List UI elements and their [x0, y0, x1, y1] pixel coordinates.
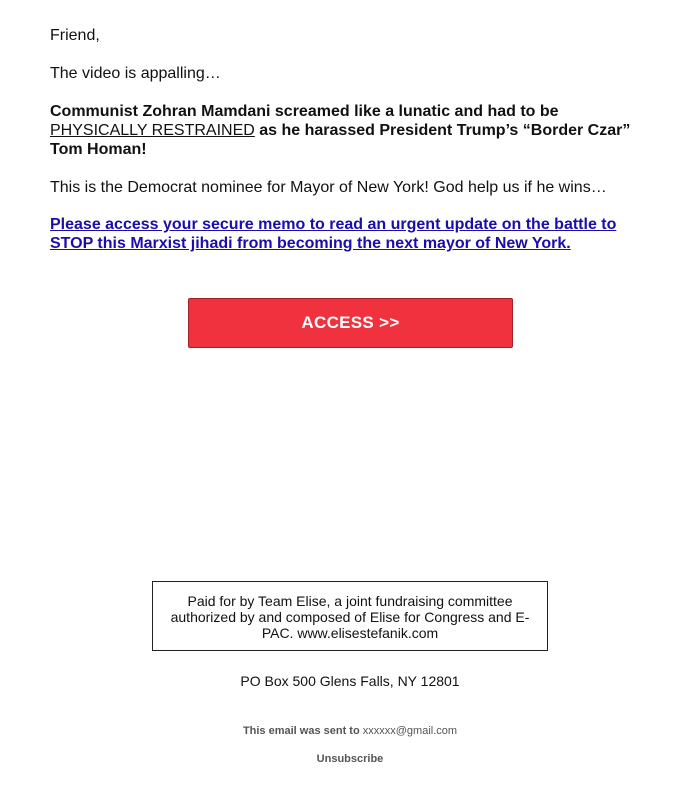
- secure-memo-link[interactable]: Please access your secure memo to read an urgent update on the battle to STOP this Marxist jihadi from becoming the next mayor of New York.: [50, 216, 617, 252]
- headline-underlined: PHYSICALLY RESTRAINED: [50, 122, 255, 139]
- intro-line: The video is appalling…: [50, 65, 221, 82]
- paid-for-disclaimer: Paid for by Team Elise, a joint fundraising committee authorized by and composed of Elise for Congress and E-PAC. www.elisestefanik.com: [152, 581, 548, 651]
- nominee-line: This is the Democrat nominee for Mayor of New York! God help us if he wins…: [50, 179, 607, 196]
- email-body: [50, 26, 650, 253]
- unsubscribe-row: [0, 753, 700, 765]
- sent-to-label: This email was sent to: [242, 725, 363, 737]
- headline-part1: Communist Zohran Mamdani screamed like a lunatic and had to be: [50, 103, 559, 120]
- sent-to-line: [0, 725, 700, 737]
- access-button[interactable]: ACCESS >>: [188, 298, 513, 348]
- unsubscribe-link[interactable]: Unsubscribe: [316, 753, 384, 765]
- cta-container: [188, 298, 513, 348]
- greeting: Friend,: [50, 27, 100, 44]
- mailing-address: PO Box 500 Glens Falls, NY 12801: [240, 673, 460, 689]
- headline-paragraph: [50, 102, 650, 159]
- headline-part2: as he harassed President Trump’s “Border Czar” Tom Homan!: [50, 122, 631, 158]
- recipient-email: xxxxxx@gmail.com: [362, 725, 458, 737]
